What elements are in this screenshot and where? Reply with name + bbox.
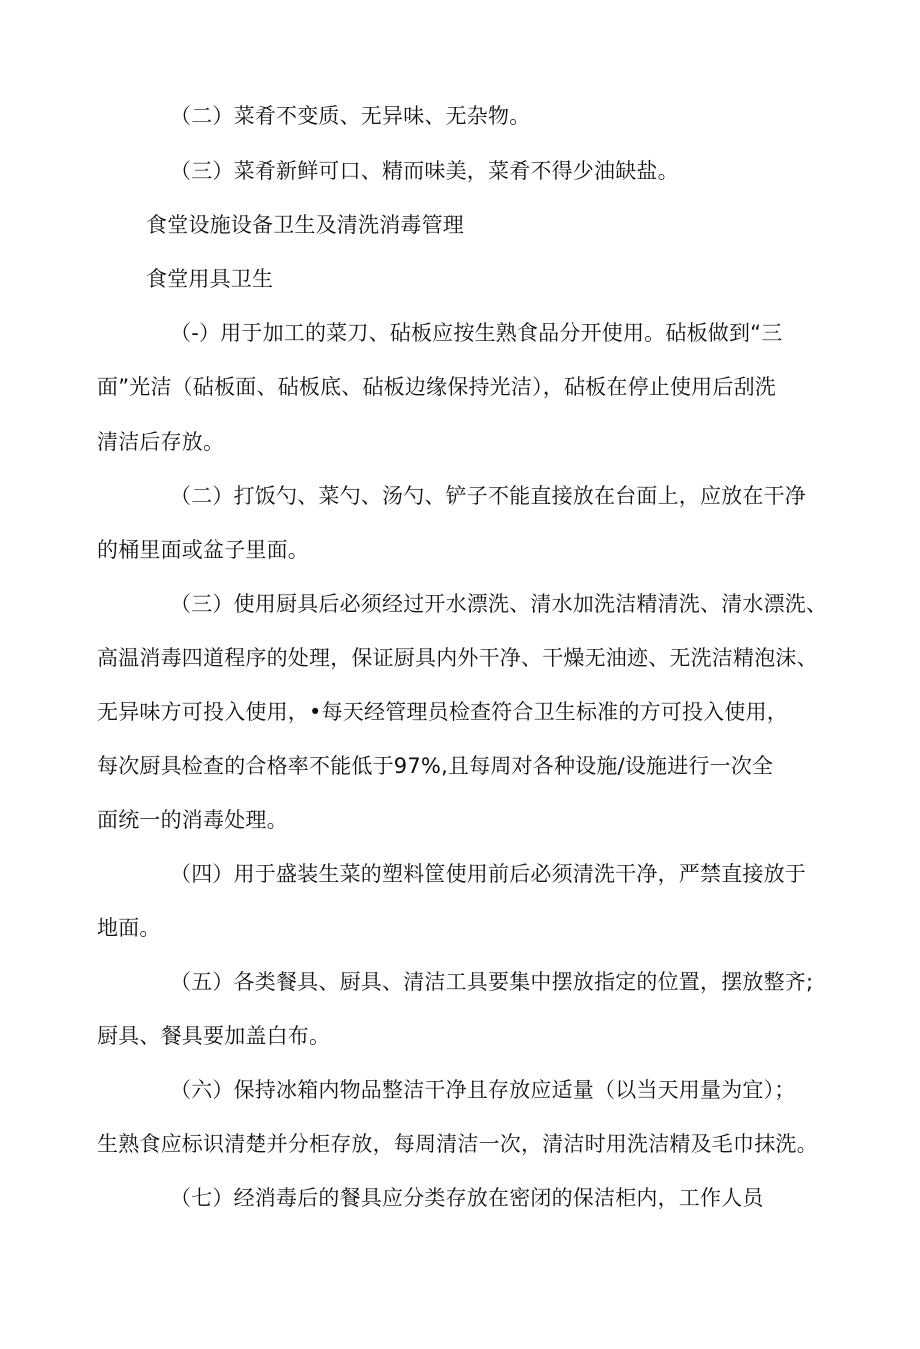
text-line: 高温消毒四道程序的处理，保证厨具内外干净、干燥无油迹、无洗洁精泡沫、 bbox=[97, 646, 818, 670]
text-line: （四）用于盛装生菜的塑料筐使用前后必须清洗干净，严禁直接放于 bbox=[170, 862, 806, 886]
text-line: （三）菜肴新鲜可口、精而味美，菜肴不得少油缺盐。 bbox=[170, 159, 679, 183]
text-line: （二）菜肴不变质、无异味、无杂物。 bbox=[170, 104, 531, 128]
text-line: 的桶里面或盆子里面。 bbox=[97, 538, 309, 562]
text-line: （三）使用厨具后必须经过开水漂洗、清水加洗洁精清洗、清水漂洗、 bbox=[170, 592, 828, 616]
text-line: 面”光洁（砧板面、砧板底、砧板边缘保持光洁），砧板在停止使用后刮洗 bbox=[97, 375, 776, 399]
text-line: 生熟食应标识清楚并分柜存放，每周清洁一次，清洁时用洗洁精及毛巾抹洗。 bbox=[97, 1132, 818, 1156]
section-heading: 食堂设施设备卫生及清洗消毒管理 bbox=[146, 213, 464, 237]
subsection-heading: 食堂用具卫生 bbox=[146, 267, 274, 291]
text-line: （六）保持冰箱内物品整洁干净且存放应适量（以当天用量为宜）； bbox=[170, 1078, 796, 1102]
text-line: （七）经消毒后的餐具应分类存放在密闭的保洁柜内，工作人员 bbox=[170, 1186, 764, 1210]
text-line: 地面。 bbox=[97, 916, 161, 940]
text-line: （五）各类餐具、厨具、清洁工具要集中摆放指定的位置，摆放整齐; bbox=[170, 970, 814, 994]
text-line: （二）打饭勺、菜勺、汤勺、铲子不能直接放在台面上，应放在干净 bbox=[170, 484, 806, 508]
text-line: 无异味方可投入使用，•每天经管理员检查符合卫生标准的方可投入使用， bbox=[97, 700, 788, 724]
text-line: 每次厨具检查的合格率不能低于97%,且每周对各种设施/设施进行一次全 bbox=[97, 754, 774, 778]
text-line: 厨具、餐具要加盖白布。 bbox=[97, 1024, 331, 1048]
text-line: （-）用于加工的菜刀、砧板应按生熟食品分开使用。砧板做到“三 bbox=[170, 321, 783, 345]
text-line: 清洁后存放。 bbox=[97, 430, 225, 454]
text-line: 面统一的消毒处理。 bbox=[97, 808, 288, 832]
